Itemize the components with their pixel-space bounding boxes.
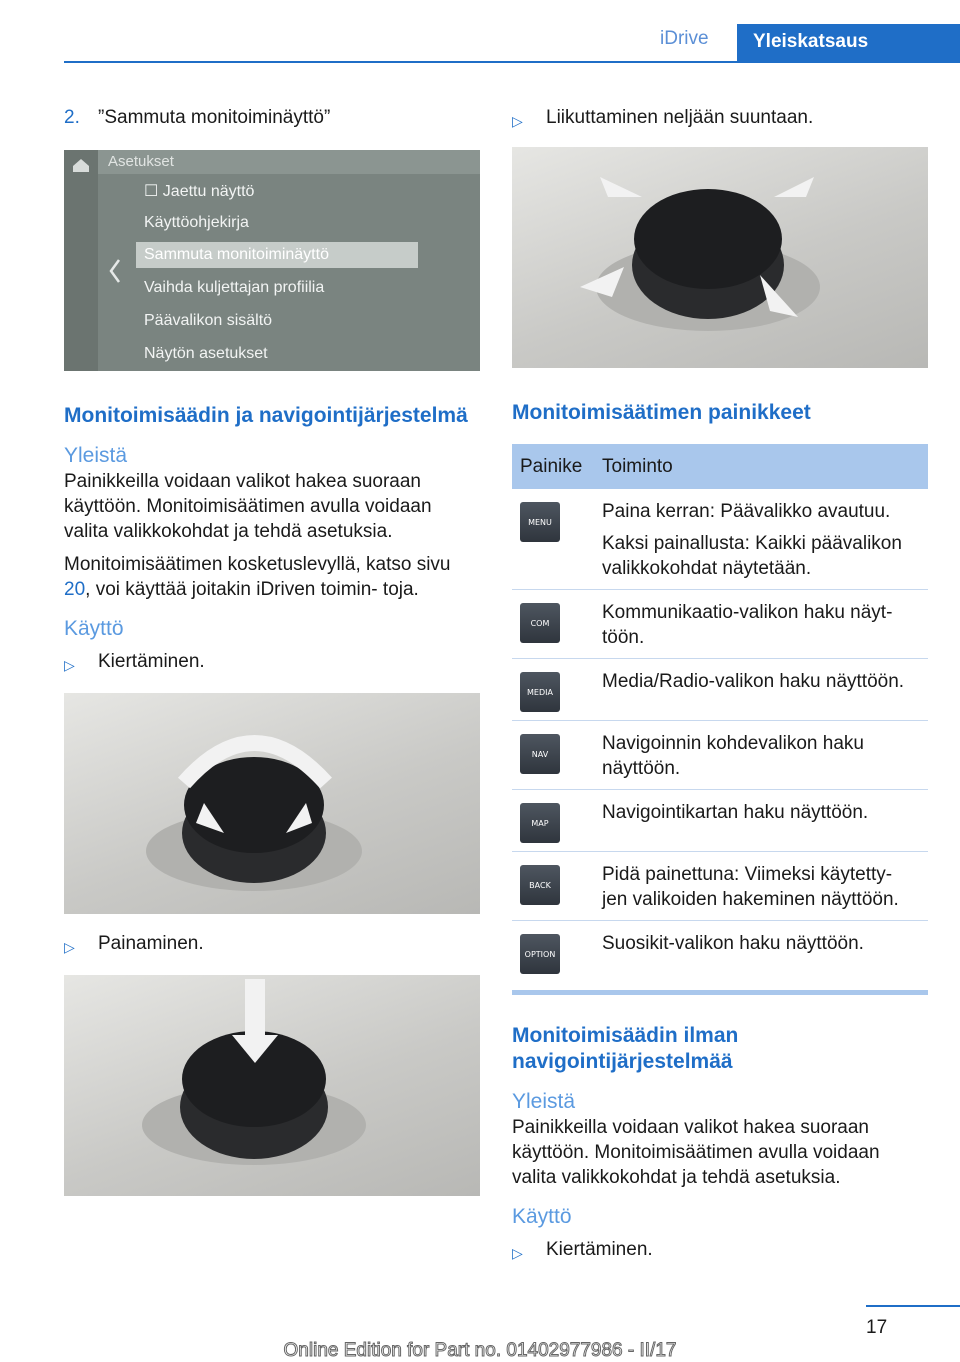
media-button-icon: MEDIA — [520, 672, 560, 712]
table-row: COM Kommunikaatio-valikon haku näyt‐ töön. — [512, 590, 928, 659]
menu-button-icon: MENU — [520, 502, 560, 542]
menu-item-main-menu-content: Päävalikon sisältö — [144, 312, 273, 329]
controller-press-illustration — [64, 975, 480, 1196]
column-header-function: Toiminto — [594, 444, 928, 489]
menu-item-turn-off-display: Sammuta monitoiminäyttö — [144, 246, 329, 263]
controller-move-illustration — [512, 147, 928, 368]
subheading-general-2: Yleistä — [512, 1090, 576, 1113]
bullet-rotate: ▷ Kiertäminen. — [64, 650, 480, 677]
settings-menu-screenshot — [64, 150, 480, 371]
nav-button-icon: NAV — [520, 734, 560, 774]
controller-buttons-table — [512, 444, 928, 982]
com-button-icon: COM — [520, 603, 560, 643]
subheading-general: Yleistä — [64, 444, 128, 467]
bullet-move: ▷ Liikuttaminen neljään suuntaan. — [512, 106, 928, 133]
table-row: MAP Navigointikartan haku näyttöön. — [512, 790, 928, 852]
menu-item-split-screen: ☐ Jaettu näyttö — [144, 183, 255, 200]
map-button-icon: MAP — [520, 803, 560, 843]
table-row: BACK Pidä painettuna: Viimeksi käytetty‐ jen valikoiden hakeminen näyttöön. — [512, 852, 928, 921]
home-icon — [64, 150, 98, 371]
table-row: MEDIA Media/Radio-valikon haku näyttöön. — [512, 659, 928, 721]
controller-press-photo — [64, 975, 480, 1196]
table-row: OPTION Suosikit-valikon haku näyttöön. — [512, 921, 928, 983]
menu-sidebar — [64, 150, 98, 371]
page-link-20[interactable]: 20 — [64, 579, 86, 600]
triangle-bullet-icon: ▷ — [64, 657, 75, 673]
triangle-bullet-icon: ▷ — [512, 113, 523, 129]
bullet-rotate-2: ▷ Kiertäminen. — [512, 1238, 928, 1265]
paragraph-buttons: Painikkeilla voidaan valikot hakea suoraan käyttöön. Monitoimisäätimen avulla voidaan valita valikkokohdat ja tehdä asetuksia. — [64, 471, 432, 542]
bullet-press: ▷ Painaminen. — [64, 932, 480, 959]
back-button-icon: BACK — [520, 865, 560, 905]
footer-rule — [866, 1305, 960, 1307]
controller-rotate-photo — [64, 693, 480, 914]
paragraph-buttons-2: Painikkeilla voidaan valikot hakea suoraan käyttöön. Monitoimisäätimen avulla voidaan valita valikkokohdat ja tehdä asetuksia. — [512, 1117, 880, 1188]
subheading-use: Käyttö — [64, 617, 124, 640]
heading-controller-buttons: Monitoimisäätimen painikkeet — [512, 401, 811, 424]
table-header-row — [512, 444, 928, 489]
menu-item-owners-manual: Käyttöohjekirja — [144, 214, 249, 231]
column-header-button: Painike — [512, 444, 594, 489]
option-button-icon: OPTION — [520, 934, 560, 974]
triangle-bullet-icon: ▷ — [512, 1245, 523, 1261]
table-row: NAV Navigoinnin kohdevalikon haku näyttöön. — [512, 721, 928, 790]
table-row: MENU Paina kerran: Päävalikko avautuu. Kaksi painallusta: Kaikki päävalikon valikkokohdat näytetään. — [512, 489, 928, 590]
step-number: 2. — [64, 107, 80, 128]
chevron-left-icon — [108, 258, 122, 284]
step-2 — [64, 106, 480, 130]
paragraph-touchpad: Monitoimisäätimen kosketuslevyllä, katso sivu 20, voi käyttää joitakin iDriven toimin‐ toja. — [64, 554, 451, 600]
header-section: iDrive — [660, 28, 709, 49]
subheading-use-2: Käyttö — [512, 1205, 572, 1228]
right-column — [512, 100, 928, 1265]
menu-title: Asetukset — [98, 150, 480, 174]
menu-item-driver-profile: Vaihda kuljettajan profiilia — [144, 279, 325, 296]
page-number: 17 — [866, 1317, 888, 1338]
menu-item-display-settings: Näytön asetukset — [144, 345, 268, 362]
header-chapter-tab: Yleiskatsaus — [737, 24, 960, 63]
controller-move-photo — [512, 147, 928, 368]
left-column — [64, 100, 480, 1196]
triangle-bullet-icon: ▷ — [64, 939, 75, 955]
edition-watermark: Online Edition for Part no. 01402977986 - II/17 — [283, 1340, 677, 1361]
table-bottom-rule — [512, 990, 928, 995]
controller-rotate-illustration — [64, 693, 480, 914]
heading-controller-nav: Monitoimisäädin ja navigointijärjestelmä — [64, 404, 468, 427]
heading-controller-no-nav: Monitoimisäädin ilman navigointijärjestelmää — [512, 1024, 739, 1073]
step-text: ”Sammuta monitoiminäyttö” — [98, 107, 331, 128]
